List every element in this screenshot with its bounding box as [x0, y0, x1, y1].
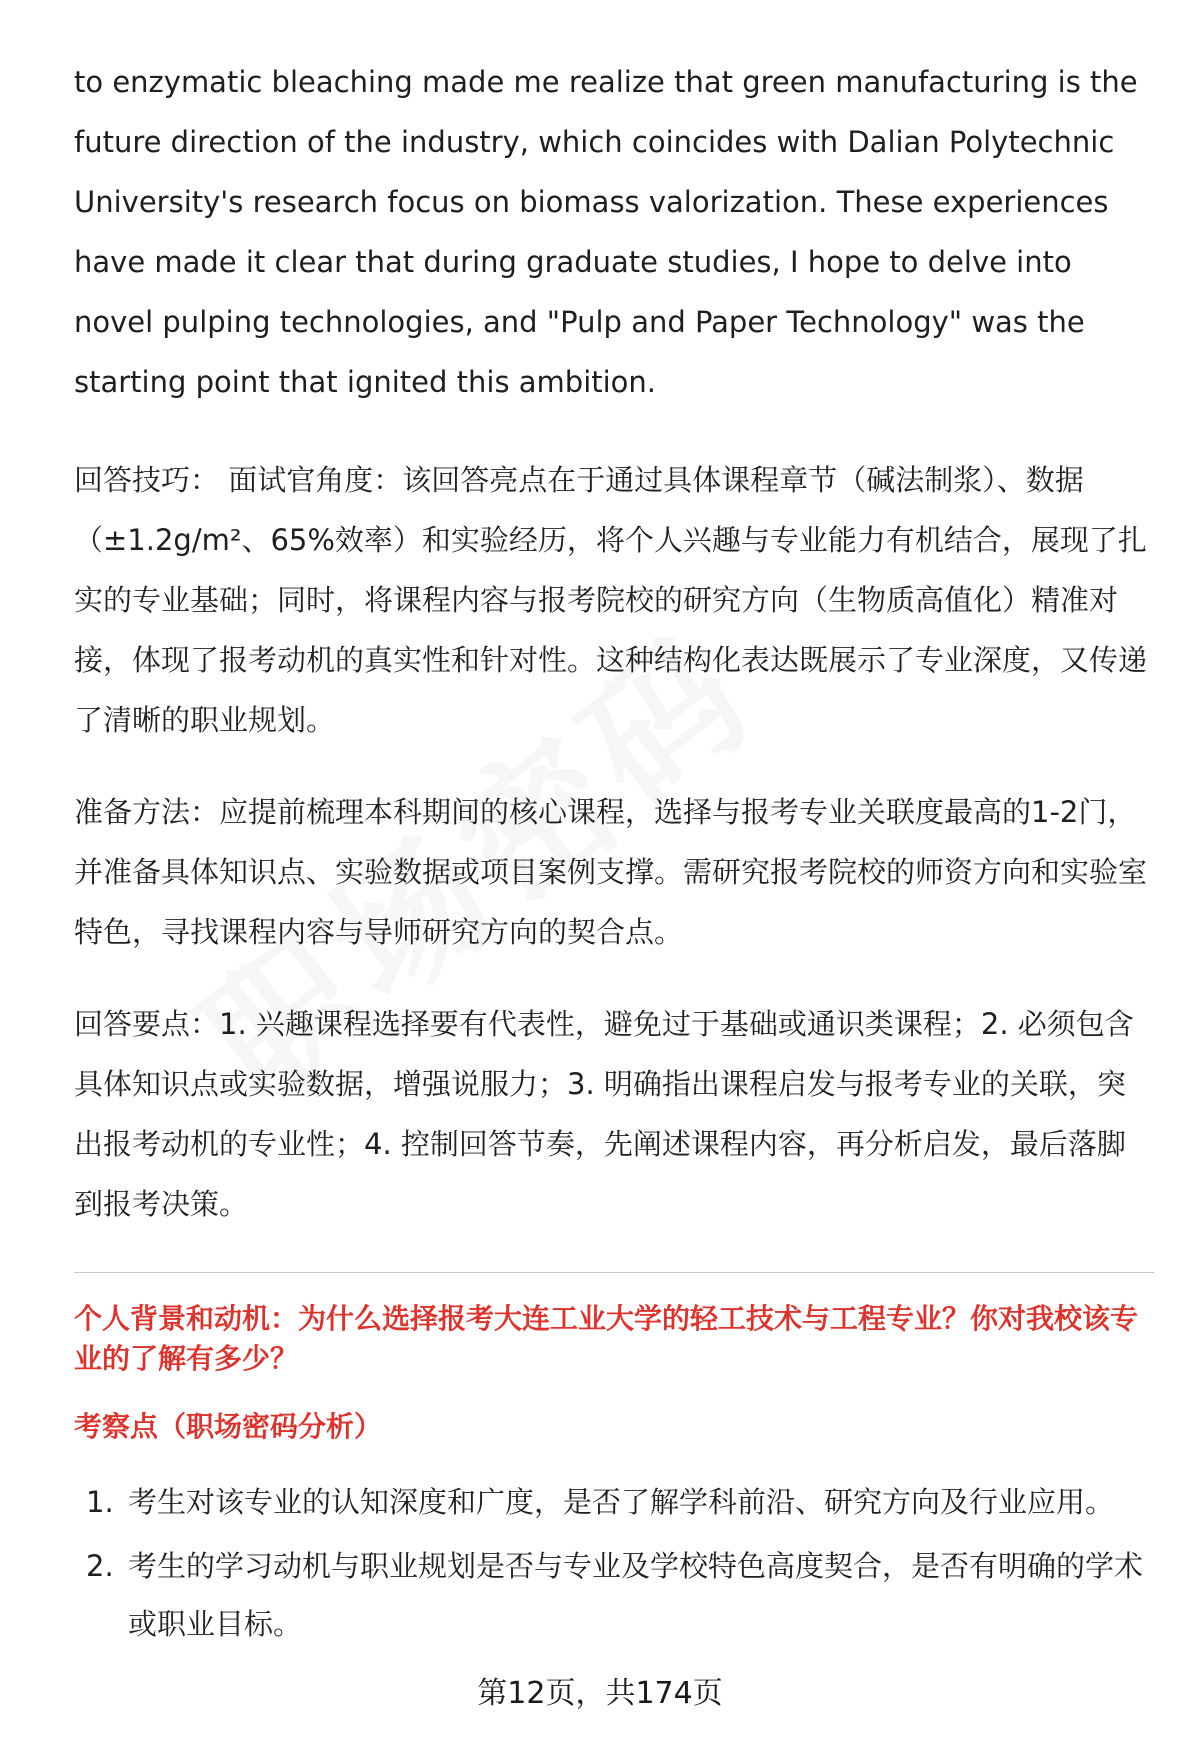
question-subtitle: 考察点（职场密码分析）	[74, 1410, 383, 1443]
list-item-number: 1.	[86, 1485, 114, 1519]
page-content	[74, 52, 1154, 1659]
list-item-text: 考生对该专业的认知深度和广度，是否了解学科前沿、研究方向及行业应用。	[128, 1485, 1115, 1519]
question-title: 个人背景和动机：为什么选择报考大连工业大学的轻工技术与工程专业？你对我校该专业的了解有多少？	[74, 1302, 1139, 1375]
list-item-text: 考生的学习动机与职业规划是否与专业及学校特色高度契合，是否有明确的学术或职业目标。	[128, 1549, 1144, 1641]
list-item	[74, 1473, 1154, 1531]
tips-paragraph: 回答技巧： 面试官角度：该回答亮点在于通过具体课程章节（碱法制浆）、数据（±1.2g/m²、65%效率）和实验经历，将个人兴趣与专业能力有机结合，展现了扎实的专业基础；同时，将课程内容与报考院校的研究方向（生物质高值化）精准对接，体现了报考动机的真实性和针对性。这种结构化表达既展示了专业深度，又传递了清晰的职业规划。	[74, 463, 1148, 737]
points-paragraph: 回答要点：1. 兴趣课程选择要有代表性，避免过于基础或通识类课程；2. 必须包含具体知识点或实验数据，增强说服力；3. 明确指出课程启发与报考专业的关联，突出报考动机的专业性；4. 控制回答节奏，先阐述课程内容，再分析启发，最后落脚到报考决策。	[74, 1007, 1134, 1221]
assessment-list	[74, 1473, 1154, 1653]
page-number: 第12页，共174页	[477, 1676, 723, 1711]
section-divider	[74, 1272, 1154, 1273]
intro-paragraph: to enzymatic bleaching made me realize that green manufacturing is the future direction of the industry, which coincides with Dalian Polytechnic University's research focus on biomass valorization. These experiences have made it clear that during graduate studies, I hope to delve into novel pulping technologies, and "Pulp and Paper Technology" was the starting point that ignited this ambition.	[74, 65, 1138, 399]
list-item-number: 2.	[86, 1549, 114, 1583]
list-item	[74, 1537, 1154, 1653]
prep-paragraph: 准备方法：应提前梳理本科期间的核心课程，选择与报考专业关联度最高的1-2门，并准备具体知识点、实验数据或项目案例支撑。需研究报考院校的师资方向和实验室特色，寻找课程内容与导师研究方向的契合点。	[74, 795, 1148, 949]
